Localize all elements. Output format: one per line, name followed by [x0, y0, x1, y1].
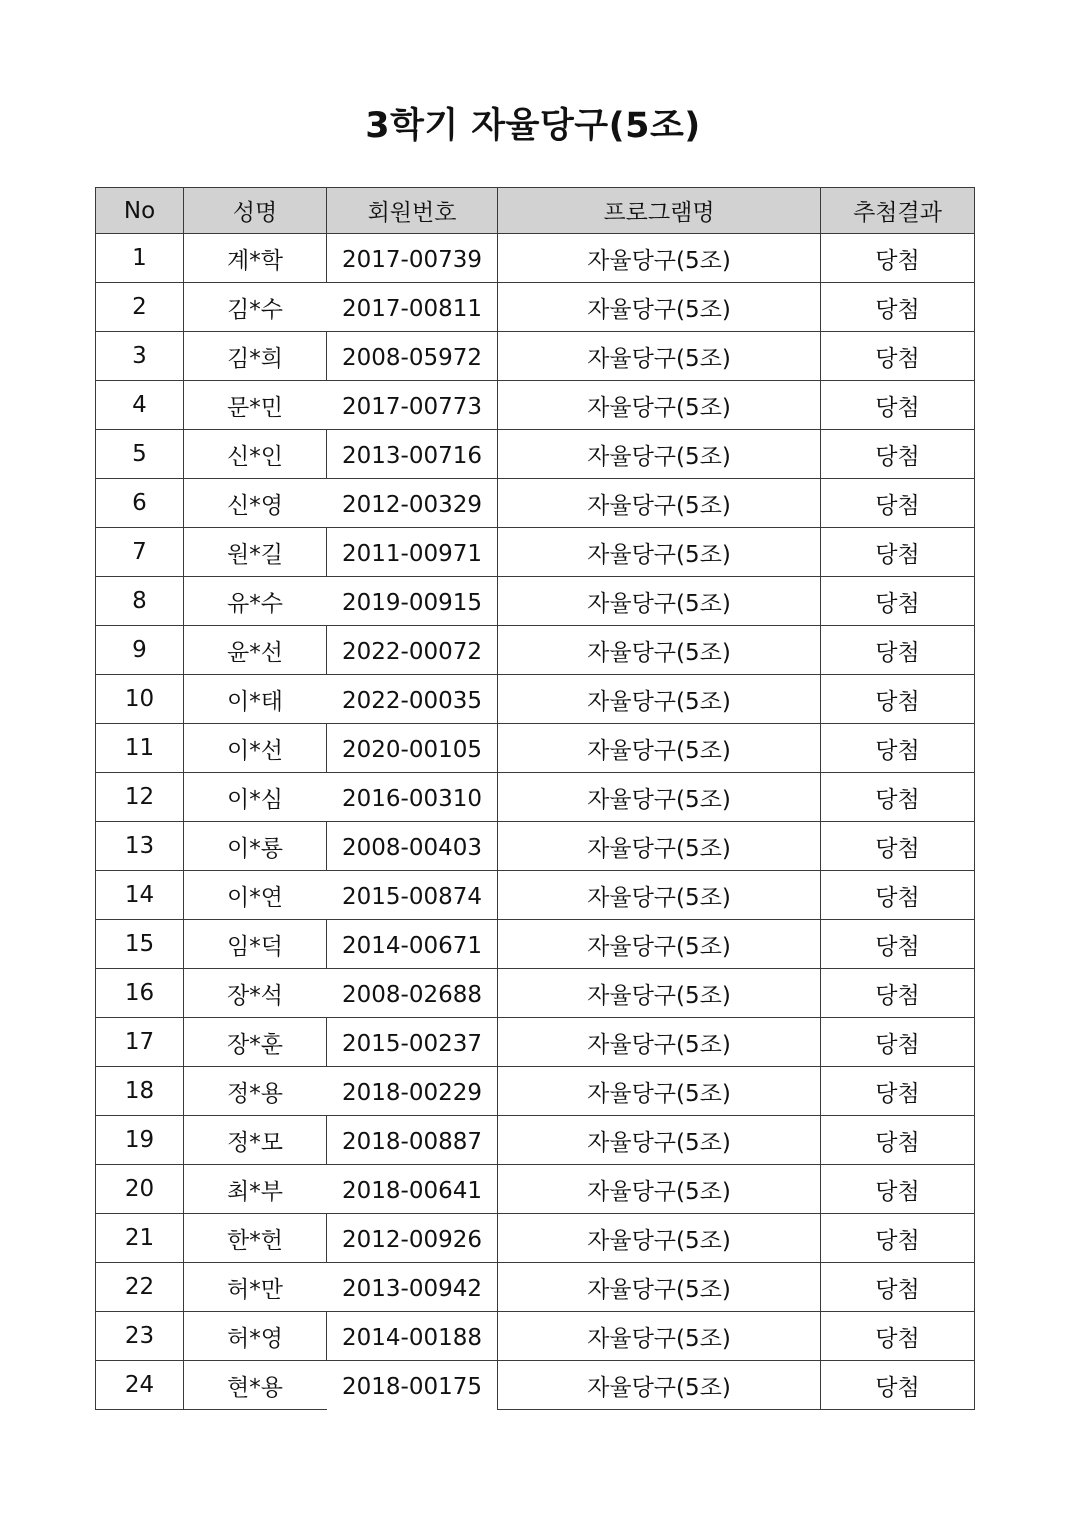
- cell-no: 7: [96, 528, 184, 577]
- table-row: [96, 528, 975, 577]
- cell-program: 자율당구(5조): [498, 920, 821, 969]
- table-row: [96, 1165, 975, 1214]
- cell-member-id: 2008-05972: [327, 332, 498, 381]
- cell-result: 당첨: [821, 626, 975, 675]
- cell-result: 당첨: [821, 1214, 975, 1263]
- cell-no: 8: [96, 577, 184, 626]
- cell-name: 장*훈: [184, 1018, 327, 1067]
- cell-program: 자율당구(5조): [498, 430, 821, 479]
- cell-result: 당첨: [821, 969, 975, 1018]
- cell-result: 당첨: [821, 675, 975, 724]
- column-header-no: No: [96, 188, 184, 234]
- cell-name: 원*길: [184, 528, 327, 577]
- cell-name: 문*민: [184, 381, 327, 430]
- table-row: [96, 1018, 975, 1067]
- cell-result: 당첨: [821, 1312, 975, 1361]
- cell-program: 자율당구(5조): [498, 724, 821, 773]
- cell-no: 10: [96, 675, 184, 724]
- cell-result: 당첨: [821, 234, 975, 283]
- cell-result: 당첨: [821, 430, 975, 479]
- cell-member-id: 2017-00739: [327, 234, 498, 283]
- cell-name: 현*용: [184, 1361, 327, 1410]
- cell-no: 9: [96, 626, 184, 675]
- cell-result: 당첨: [821, 822, 975, 871]
- cell-name: 김*수: [184, 283, 327, 332]
- cell-name: 허*만: [184, 1263, 327, 1312]
- cell-result: 당첨: [821, 724, 975, 773]
- cell-program: 자율당구(5조): [498, 1018, 821, 1067]
- cell-no: 23: [96, 1312, 184, 1361]
- table-row: [96, 1067, 975, 1116]
- cell-result: 당첨: [821, 577, 975, 626]
- cell-member-id: 2014-00188: [327, 1312, 498, 1361]
- table-row: [96, 626, 975, 675]
- cell-no: 4: [96, 381, 184, 430]
- table-row: [96, 675, 975, 724]
- cell-no: 5: [96, 430, 184, 479]
- column-header-program: 프로그램명: [498, 188, 821, 234]
- cell-name: 이*연: [184, 871, 327, 920]
- table-row: [96, 1312, 975, 1361]
- table-row: [96, 234, 975, 283]
- cell-member-id: 2018-00887: [327, 1116, 498, 1165]
- table-row: [96, 430, 975, 479]
- cell-member-id: 2015-00874: [327, 871, 498, 920]
- cell-member-id: 2022-00072: [327, 626, 498, 675]
- cell-program: 자율당구(5조): [498, 1116, 821, 1165]
- cell-member-id: 2011-00971: [327, 528, 498, 577]
- cell-member-id: 2008-00403: [327, 822, 498, 871]
- cell-program: 자율당구(5조): [498, 675, 821, 724]
- table-body: [96, 234, 975, 1410]
- cell-result: 당첨: [821, 381, 975, 430]
- cell-member-id: 2014-00671: [327, 920, 498, 969]
- cell-program: 자율당구(5조): [498, 1067, 821, 1116]
- cell-program: 자율당구(5조): [498, 969, 821, 1018]
- table-row: [96, 724, 975, 773]
- cell-program: 자율당구(5조): [498, 283, 821, 332]
- cell-no: 20: [96, 1165, 184, 1214]
- cell-no: 21: [96, 1214, 184, 1263]
- cell-name: 이*태: [184, 675, 327, 724]
- cell-member-id: 2013-00716: [327, 430, 498, 479]
- cell-program: 자율당구(5조): [498, 479, 821, 528]
- cell-name: 유*수: [184, 577, 327, 626]
- column-header-name: 성명: [184, 188, 327, 234]
- cell-member-id: 2012-00329: [327, 479, 498, 528]
- table-row: [96, 969, 975, 1018]
- cell-result: 당첨: [821, 1165, 975, 1214]
- cell-no: 12: [96, 773, 184, 822]
- cell-name: 허*영: [184, 1312, 327, 1361]
- cell-program: 자율당구(5조): [498, 1214, 821, 1263]
- table-header-row: [96, 188, 975, 234]
- cell-name: 계*학: [184, 234, 327, 283]
- table-row: [96, 283, 975, 332]
- cell-member-id: 2008-02688: [327, 969, 498, 1018]
- cell-name: 임*덕: [184, 920, 327, 969]
- cell-member-id: 2012-00926: [327, 1214, 498, 1263]
- table-row: [96, 1263, 975, 1312]
- cell-member-id: 2018-00641: [327, 1165, 498, 1214]
- cell-name: 최*부: [184, 1165, 327, 1214]
- cell-name: 이*심: [184, 773, 327, 822]
- table-row: [96, 577, 975, 626]
- table-row: [96, 479, 975, 528]
- cell-name: 정*용: [184, 1067, 327, 1116]
- cell-result: 당첨: [821, 1116, 975, 1165]
- cell-name: 이*룡: [184, 822, 327, 871]
- cell-no: 14: [96, 871, 184, 920]
- cell-name: 김*희: [184, 332, 327, 381]
- cell-no: 17: [96, 1018, 184, 1067]
- cell-result: 당첨: [821, 1067, 975, 1116]
- table-row: [96, 871, 975, 920]
- table-row: [96, 1116, 975, 1165]
- cell-member-id: 2018-00229: [327, 1067, 498, 1116]
- cell-name: 장*석: [184, 969, 327, 1018]
- table-row: [96, 332, 975, 381]
- cell-name: 정*모: [184, 1116, 327, 1165]
- cell-no: 18: [96, 1067, 184, 1116]
- cell-result: 당첨: [821, 1263, 975, 1312]
- cell-result: 당첨: [821, 773, 975, 822]
- cell-member-id: 2013-00942: [327, 1263, 498, 1312]
- cell-program: 자율당구(5조): [498, 822, 821, 871]
- cell-member-id: 2020-00105: [327, 724, 498, 773]
- cell-result: 당첨: [821, 528, 975, 577]
- cell-no: 15: [96, 920, 184, 969]
- column-header-member-id: 회원번호: [327, 188, 498, 234]
- cell-program: 자율당구(5조): [498, 332, 821, 381]
- cell-no: 6: [96, 479, 184, 528]
- table-row: [96, 822, 975, 871]
- cell-program: 자율당구(5조): [498, 528, 821, 577]
- cell-no: 13: [96, 822, 184, 871]
- cell-result: 당첨: [821, 332, 975, 381]
- cell-no: 3: [96, 332, 184, 381]
- cell-result: 당첨: [821, 1361, 975, 1410]
- cell-result: 당첨: [821, 920, 975, 969]
- cell-program: 자율당구(5조): [498, 381, 821, 430]
- cell-name: 윤*선: [184, 626, 327, 675]
- cell-no: 2: [96, 283, 184, 332]
- cell-no: 16: [96, 969, 184, 1018]
- cell-member-id: 2017-00773: [327, 381, 498, 430]
- cell-program: 자율당구(5조): [498, 773, 821, 822]
- cell-no: 22: [96, 1263, 184, 1312]
- cell-program: 자율당구(5조): [498, 626, 821, 675]
- cell-program: 자율당구(5조): [498, 577, 821, 626]
- cell-program: 자율당구(5조): [498, 1165, 821, 1214]
- cell-no: 1: [96, 234, 184, 283]
- cell-member-id: 2019-00915: [327, 577, 498, 626]
- cell-program: 자율당구(5조): [498, 1312, 821, 1361]
- lottery-result-table: [95, 187, 975, 1410]
- cell-program: 자율당구(5조): [498, 1263, 821, 1312]
- cell-result: 당첨: [821, 283, 975, 332]
- table-row: [96, 381, 975, 430]
- table-row: [96, 920, 975, 969]
- cell-result: 당첨: [821, 1018, 975, 1067]
- cell-no: 24: [96, 1361, 184, 1410]
- cell-program: 자율당구(5조): [498, 234, 821, 283]
- cell-result: 당첨: [821, 871, 975, 920]
- cell-name: 신*인: [184, 430, 327, 479]
- cell-no: 11: [96, 724, 184, 773]
- cell-member-id: 2018-00175: [327, 1361, 498, 1410]
- table-row: [96, 1361, 975, 1410]
- cell-name: 한*헌: [184, 1214, 327, 1263]
- table-row: [96, 1214, 975, 1263]
- cell-name: 신*영: [184, 479, 327, 528]
- cell-result: 당첨: [821, 479, 975, 528]
- cell-program: 자율당구(5조): [498, 871, 821, 920]
- cell-member-id: 2022-00035: [327, 675, 498, 724]
- cell-member-id: 2015-00237: [327, 1018, 498, 1067]
- page-title: 3학기 자율당구(5조): [365, 106, 701, 146]
- cell-member-id: 2016-00310: [327, 773, 498, 822]
- cell-no: 19: [96, 1116, 184, 1165]
- column-header-result: 추첨결과: [821, 188, 975, 234]
- table-row: [96, 773, 975, 822]
- cell-program: 자율당구(5조): [498, 1361, 821, 1410]
- cell-name: 이*선: [184, 724, 327, 773]
- cell-member-id: 2017-00811: [327, 283, 498, 332]
